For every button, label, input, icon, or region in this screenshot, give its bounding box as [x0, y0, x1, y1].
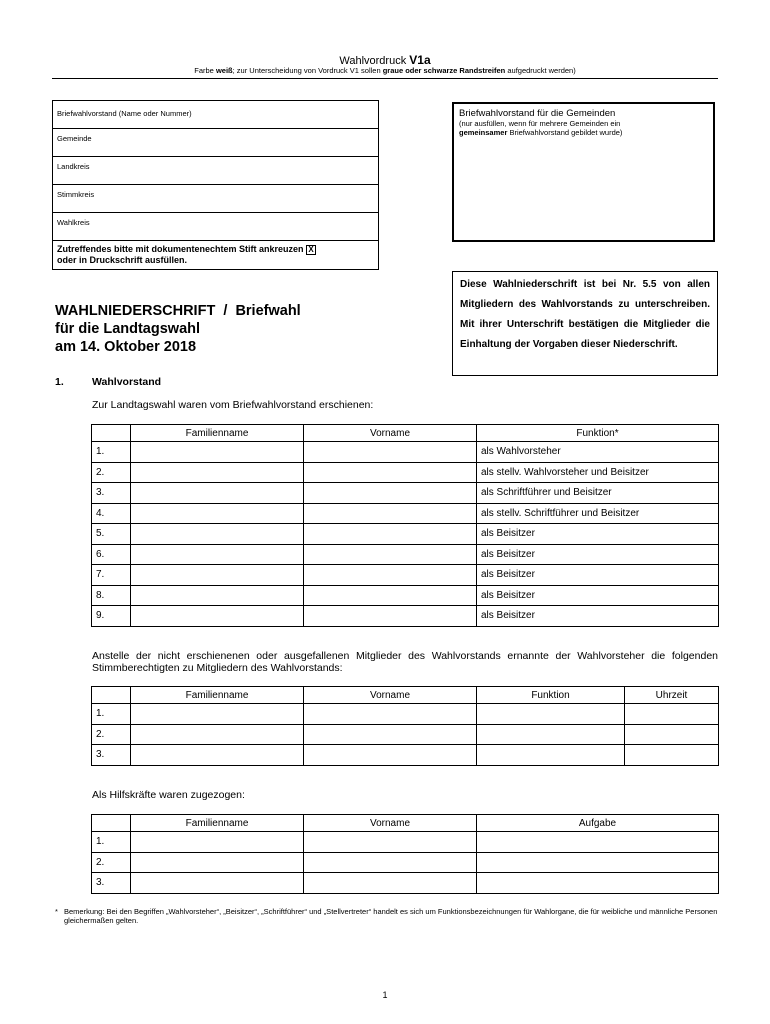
table-row: 1.	[92, 704, 719, 725]
time-cell[interactable]	[625, 724, 719, 745]
table-row: 1. als Wahlvorsteher	[92, 442, 719, 463]
multi-municipality-box[interactable]	[452, 102, 715, 242]
firstname-cell[interactable]	[304, 606, 477, 627]
table-row: 3. als Schriftführer und Beisitzer	[92, 483, 719, 504]
table-row: 9. als Beisitzer	[92, 606, 719, 627]
surname-cell[interactable]	[131, 832, 304, 853]
firstname-cell[interactable]	[304, 832, 477, 853]
firstname-cell[interactable]	[304, 442, 477, 463]
table-row: 8. als Beisitzer	[92, 585, 719, 606]
table-header	[92, 815, 131, 832]
section-title: Wahlvorstand	[92, 376, 162, 388]
footnote	[55, 907, 718, 925]
helpers-table	[91, 814, 719, 894]
field-briefwahlvorstand[interactable]: Briefwahlvorstand (Name oder Nummer)	[53, 101, 378, 129]
table-row: 3.	[92, 873, 719, 894]
table-row: 2. als stellv. Wahlvorsteher und Beisitzer	[92, 462, 719, 483]
table-header	[92, 687, 131, 704]
surname-cell[interactable]	[131, 852, 304, 873]
surname-cell[interactable]	[131, 524, 304, 545]
function-cell[interactable]	[477, 704, 625, 725]
table-header: Funktion*	[477, 425, 719, 442]
form-prefix: Wahlvordruck	[339, 55, 407, 67]
firstname-cell[interactable]	[304, 462, 477, 483]
field-wahlkreis[interactable]: Wahlkreis	[53, 213, 378, 241]
replacement-paragraph: Anstelle der nicht erschienenen oder ausgefallenen Mitglieder des Wahlvorstands ernannte der Wahlvorsteher die folgenden Stimmberechtigten zu Mitgliedern des Wahlvorstands:	[92, 650, 718, 674]
document-title: WAHLNIEDERSCHRIFT / Briefwahl für die Landtagswahl am 14. Oktober 2018	[55, 303, 301, 355]
table-row: 3.	[92, 745, 719, 766]
firstname-cell[interactable]	[304, 745, 477, 766]
table-header: Aufgabe	[477, 815, 719, 832]
firstname-cell[interactable]	[304, 585, 477, 606]
firstname-cell[interactable]	[304, 724, 477, 745]
table-header: Vorname	[304, 687, 477, 704]
function-cell[interactable]	[477, 724, 625, 745]
firstname-cell[interactable]	[304, 503, 477, 524]
surname-cell[interactable]	[131, 745, 304, 766]
table-header: Vorname	[304, 815, 477, 832]
surname-cell[interactable]	[131, 724, 304, 745]
table-header: Familienname	[131, 425, 304, 442]
firstname-cell[interactable]	[304, 483, 477, 504]
table-row: 4. als stellv. Schriftführer und Beisitzer	[92, 503, 719, 524]
page-number: 1	[382, 990, 388, 1000]
district-info-box	[52, 100, 379, 270]
task-cell[interactable]	[477, 852, 719, 873]
table-header: Vorname	[304, 425, 477, 442]
table-row: 2.	[92, 724, 719, 745]
table-header: Familienname	[131, 815, 304, 832]
checkbox-example-icon: X	[306, 245, 316, 255]
table-header: Familienname	[131, 687, 304, 704]
surname-cell[interactable]	[131, 503, 304, 524]
time-cell[interactable]	[625, 704, 719, 725]
table-row: 5. als Beisitzer	[92, 524, 719, 545]
table-row: 2.	[92, 852, 719, 873]
firstname-cell[interactable]	[304, 852, 477, 873]
firstname-cell[interactable]	[304, 544, 477, 565]
signature-notice: Diese Wahlniederschrift ist bei Nr. 5.5 von allen Mitgliedern des Wahlvorstands zu unterschreiben. Mit ihrer Unterschrift bestätigen die Mitglieder die Einhaltung der Vorgaben dieser Niederschrift.	[452, 271, 718, 376]
table-row: 1.	[92, 832, 719, 853]
table-row: 7. als Beisitzer	[92, 565, 719, 586]
field-gemeinde[interactable]: Gemeinde	[53, 129, 378, 157]
firstname-cell[interactable]	[304, 565, 477, 586]
form-code-line	[0, 53, 770, 67]
section-number: 1.	[55, 376, 64, 388]
form-code: V1a	[409, 53, 431, 67]
table-header: Uhrzeit	[625, 687, 719, 704]
task-cell[interactable]	[477, 873, 719, 894]
rightbox-title: Briefwahlvorstand für die Gemeinden	[459, 108, 616, 119]
rightbox-sub2: gemeinsamer Briefwahlvorstand gebildet wurde)	[459, 128, 623, 137]
board-members-table	[91, 424, 719, 627]
surname-cell[interactable]	[131, 704, 304, 725]
fill-instruction: Zutreffendes bitte mit dokumentenechtem Stift ankreuzen X oder in Druckschrift ausfüllen.	[53, 241, 378, 269]
helpers-paragraph: Als Hilfskräfte waren zugezogen:	[92, 789, 245, 801]
section-intro: Zur Landtagswahl waren vom Briefwahlvorstand erschienen:	[92, 399, 374, 411]
task-cell[interactable]	[477, 832, 719, 853]
header-divider	[52, 78, 718, 79]
replacement-members-table	[91, 686, 719, 766]
surname-cell[interactable]	[131, 873, 304, 894]
form-color-note: Farbe weiß; zur Unterscheidung von Vordruck V1 sollen graue oder schwarze Randstreifen aufgedruckt werden)	[194, 66, 576, 75]
surname-cell[interactable]	[131, 565, 304, 586]
field-landkreis[interactable]: Landkreis	[53, 157, 378, 185]
surname-cell[interactable]	[131, 483, 304, 504]
table-header: Funktion	[477, 687, 625, 704]
time-cell[interactable]	[625, 745, 719, 766]
field-stimmkreis[interactable]: Stimmkreis	[53, 185, 378, 213]
surname-cell[interactable]	[131, 544, 304, 565]
firstname-cell[interactable]	[304, 704, 477, 725]
table-row: 6. als Beisitzer	[92, 544, 719, 565]
surname-cell[interactable]	[131, 442, 304, 463]
footnote-text: Bemerkung: Bei den Begriffen „Wahlvorsteher“, „Beisitzer“, „Schriftführer“ und „Stellvertreter“ handelt es sich um Funktionsbezeichnungen für Wahlorgane, die für weibliche und männliche Personen gleichermaßen gelten.	[64, 907, 718, 925]
firstname-cell[interactable]	[304, 524, 477, 545]
table-header	[92, 425, 131, 442]
firstname-cell[interactable]	[304, 873, 477, 894]
function-cell[interactable]	[477, 745, 625, 766]
footnote-marker: *	[55, 907, 58, 916]
surname-cell[interactable]	[131, 585, 304, 606]
surname-cell[interactable]	[131, 462, 304, 483]
surname-cell[interactable]	[131, 606, 304, 627]
rightbox-sub1: (nur ausfüllen, wenn für mehrere Gemeinden ein	[459, 119, 621, 128]
